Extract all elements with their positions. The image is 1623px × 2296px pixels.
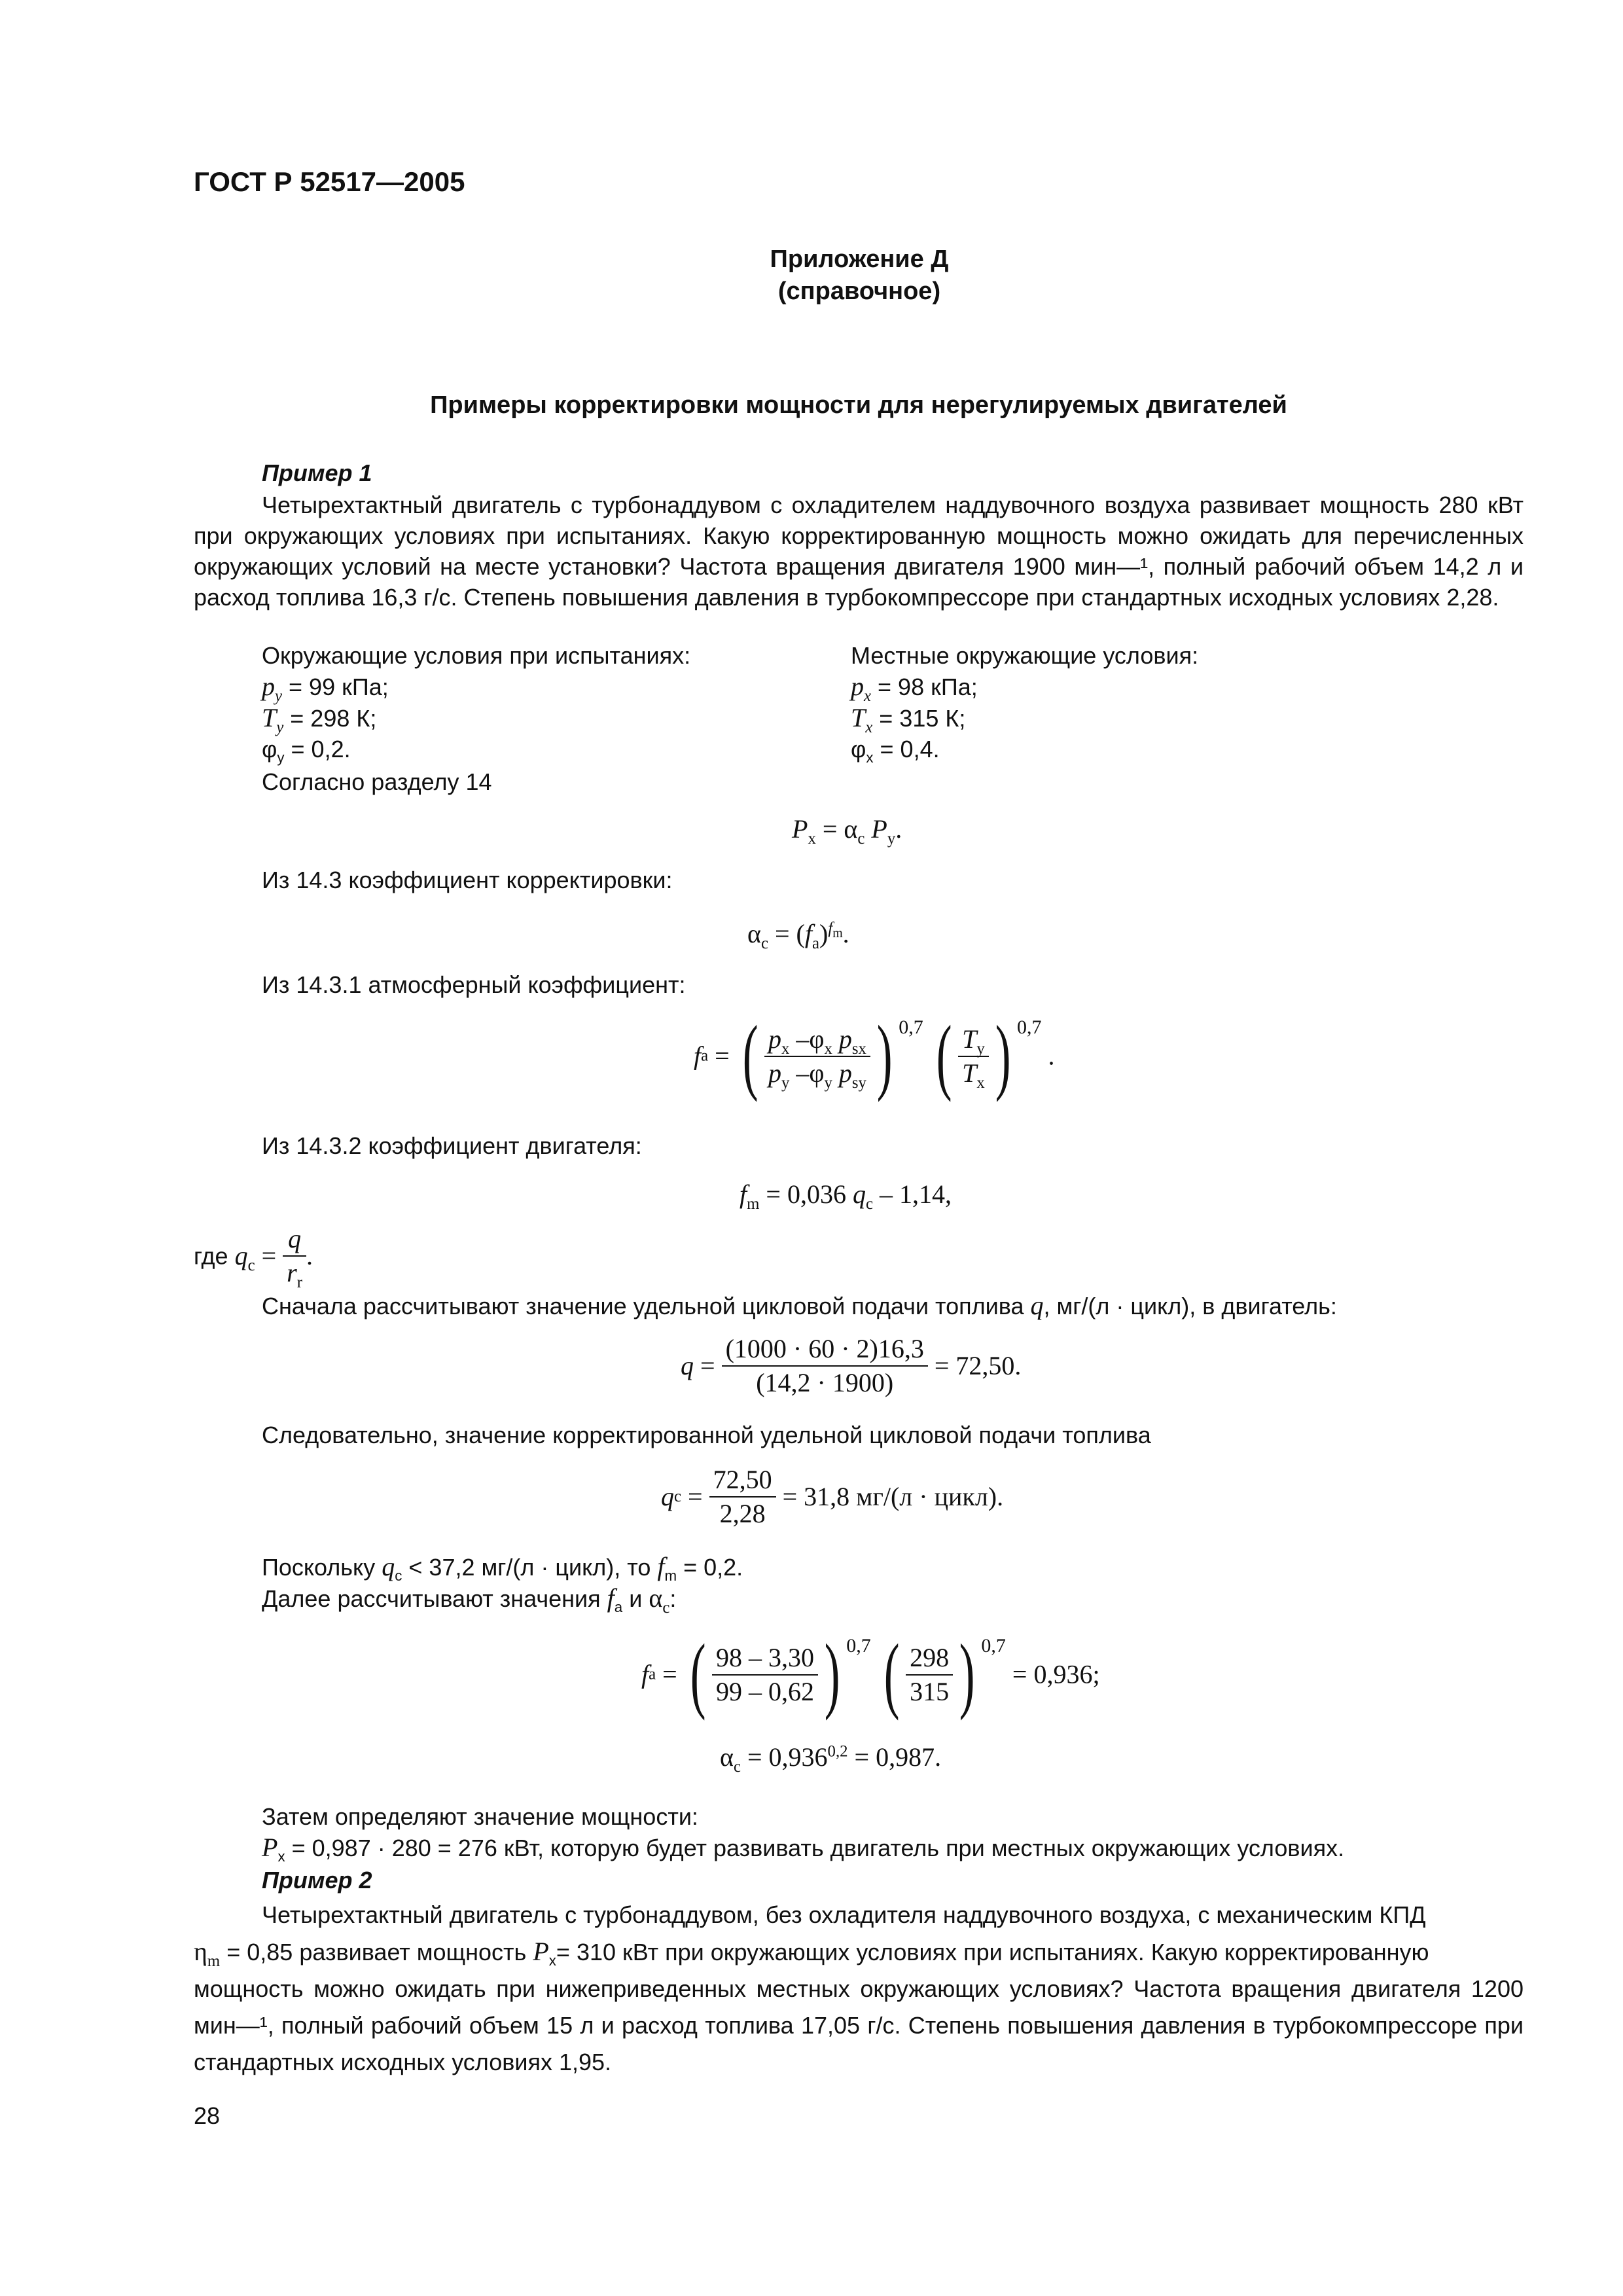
example2-heading: Пример 2 [262,1867,372,1893]
appendix-heading [0,243,1623,308]
example1-heading: Пример 1 [262,459,372,486]
fa-exp-2: 0,7 [1017,1016,1042,1038]
appendix-title: Приложение Д [770,245,949,273]
formula-qc: qc = $\frac{72,50}{2,28}$ = 31,8 мг/(л · цикл). [661,1465,1004,1528]
doc-code: ГОСТ Р 52517—2005 [194,166,465,197]
formula-fm: $f_m = 0,036$ $q_c - 1,14$, [740,1179,952,1213]
formula-px: $P_x = \alpha_c$ $P_y$. [792,814,902,848]
local-t-row: $T_x = 315$ К; [851,703,966,736]
test-conditions [262,640,690,764]
result-line: $P_x = 0,987 \cdot 280 = 276$ кВт, которую будет развивать двигатель при местных окружающих условиях. [262,1833,1345,1865]
example2-paragraph [194,1897,1524,2081]
example2-line2: $\eta_m = 0,85$ развивает мощность $P_x= 310$ кВт при окружающих условиях при испытаниях. Какую корректированную [194,1937,1429,1970]
from-14-3-1-text: Из 14.3.1 атмосферный коэффициент: [262,971,686,998]
then-power-block [262,1801,1344,1863]
example2-line1: Четырехтактный двигатель с турбонаддувом, без охладителя наддувочного воздуха, с механическим КПД [262,1901,1426,1928]
next-calc-line: Далее рассчитывают значения $f_a$ и $\alpha_c$: [262,1583,677,1617]
local-p-row: $p_x = 98$ кПа; [851,672,978,705]
local-conditions-heading: Местные окружающие условия: [851,642,1199,669]
test-t-row: $T_y = 298$ К; [262,703,377,736]
since-line: Поскольку $q_c < 37,2$ мг/(л · цикл), то $f_m = 0,2$. [262,1552,743,1585]
then-power-text: Затем определяют значение мощности: [262,1803,698,1830]
first-calc-text: Сначала рассчитывают значение удельной цикловой подачи топлива q, мг/(л · цикл), в двигатель: [262,1291,1337,1320]
formula-alpha-numeric: $\alpha_c = 0,936^{0,2} = 0,987$. [720,1742,942,1776]
appendix-subtitle: (справочное) [777,278,941,306]
formula-alpha-c: $\alpha_c = (f_a)^{f_m}$. [747,919,849,952]
fa-exp-1: 0,7 [899,1016,923,1038]
where-qc: где $q_c$ = $\frac{q}{r_r}$ . [194,1224,313,1291]
fa-num-exp-1: 0,7 [846,1635,871,1657]
formula-fa-general: fa = ( $\frac{p_x -\varphi_x p_{sx}}{p_y -\varphi_y p_{sy}}$ ) 0,7 ( $\frac{T_y}{T_x}$ ) 0,7 . [694,1009,1055,1103]
since-block [262,1551,743,1617]
fa-num-exp-2: 0,7 [981,1635,1006,1657]
formula-q: q = $\frac{(1000 \cdot 60 \cdot 2)16,3}{(14,2 \cdot 1900)}$ = 72,50. [681,1334,1022,1397]
from-14-3-text: Из 14.3 коэффициент корректировки: [262,867,673,893]
test-phi-row: $\varphi_y = 0,2$. [262,736,351,766]
example2-line3: мощность можно ожидать при нижеприведенных местных окружающих условиях? Частота вращения двигателя 1200 мин—¹, полный рабочий объем 15 л и расход топлива 17,05 г/с. Степень повышения давления в турбокомпрессоре при стандартных исходных условиях 1,95. [194,1975,1524,2075]
formula-fa-numeric: fa = ( $\frac{98 - 3,30}{99 - 0,62}$ ) 0,7 ( $\frac{298}{315}$ ) 0,7 = 0,936; [641,1627,1100,1721]
page-number: 28 [194,2102,221,2129]
per-section-text: Согласно разделу 14 [262,768,492,795]
from-14-3-2-text: Из 14.3.2 коэффициент двигателя: [262,1132,642,1159]
local-phi-row: $\varphi_x = 0,4$. [851,736,940,766]
therefore-text: Следовательно, значение корректированной удельной цикловой подачи топлива [262,1422,1151,1448]
local-conditions [851,640,1198,764]
test-p-row: $p_y = 99$ кПа; [262,672,389,705]
example1-paragraph: Четырехтактный двигатель с турбонаддувом с охладителем наддувочного воздуха развивает мощность 280 кВт при окружающих условиях при испытаниях. Какую корректированную мощность можно ожидать для перечисленных окружающих условий на месте установки? Частота вращения двигателя 1900 мин—¹, полный рабочий объем 14,2 л и расход топлива 16,3 г/с. Степень повышения давления в турбокомпрессоре при стандартных исходных условиях 2,28. [194,492,1524,611]
test-conditions-heading: Окружающие условия при испытаниях: [262,642,691,669]
section-title: Примеры корректировки мощности для нерегулируемых двигателей [430,391,1287,419]
